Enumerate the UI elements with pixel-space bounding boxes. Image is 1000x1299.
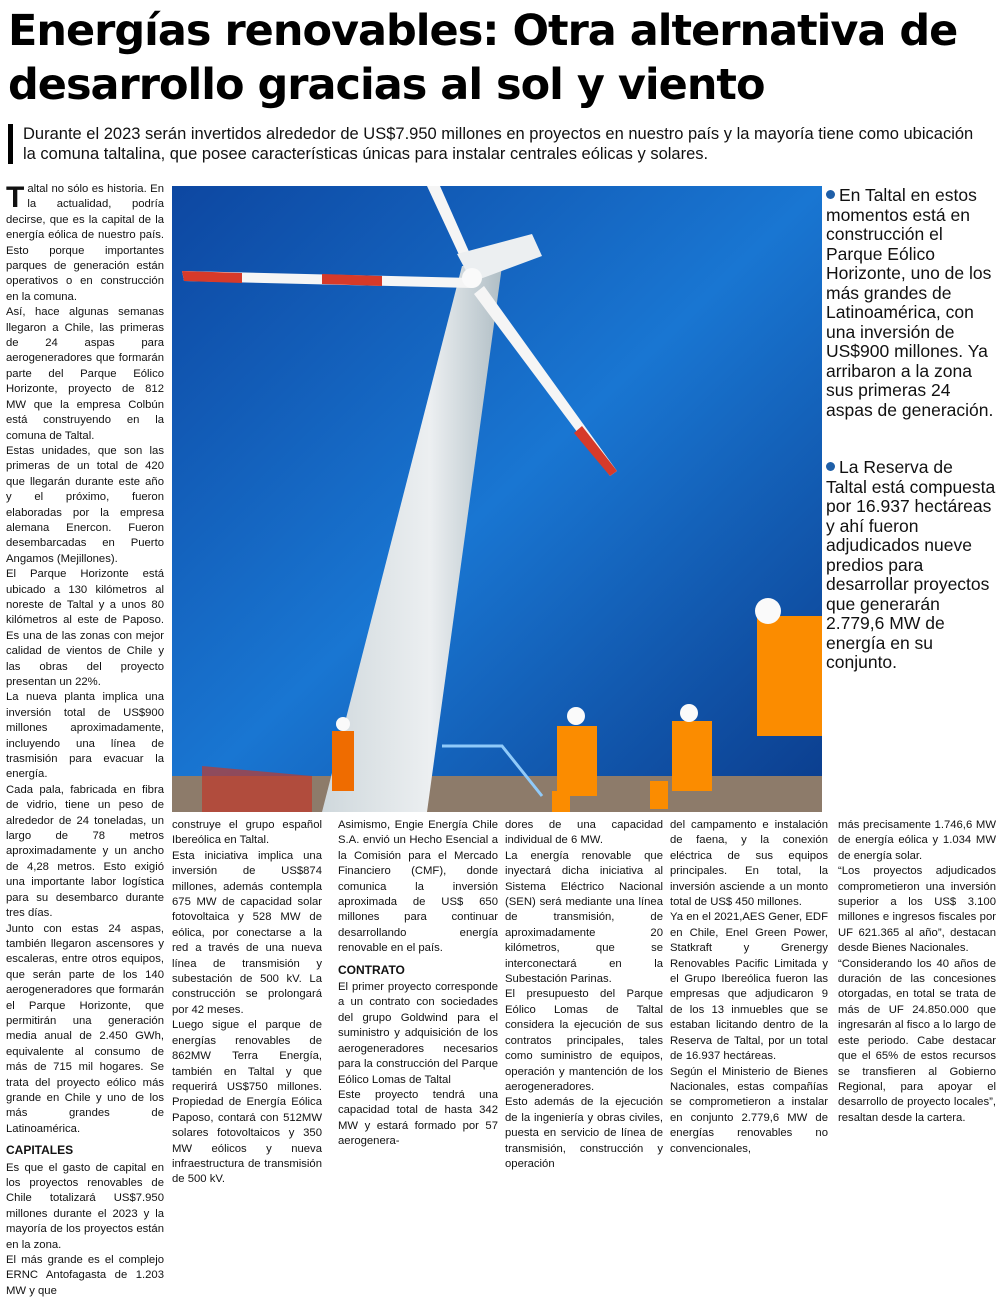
paragraph: más precisamente 1.746,6 MW de energía eólica y 1.034 MW de energía solar. bbox=[838, 819, 996, 862]
bullet-dot-icon bbox=[826, 190, 835, 199]
column-4 bbox=[505, 818, 663, 1172]
blade-stripe bbox=[322, 274, 382, 286]
paragraph: Este proyecto tendrá una capacidad total de hasta 342 MW y estará formado por 57 aerogenera- bbox=[338, 1088, 498, 1148]
dropcap: T bbox=[6, 181, 25, 214]
worker bbox=[757, 616, 822, 736]
photo-illustration bbox=[172, 186, 822, 812]
worker bbox=[552, 791, 570, 812]
bullet-dot-icon bbox=[826, 462, 835, 471]
subheading-capitales: CAPITALES bbox=[6, 1143, 74, 1158]
paragraph: El primer proyecto corresponde a un contrato con sociedades del grupo Goldwind para el suministro y adquisición de los aerogeneradores necesarios para la construcción del Parque Eólico Lomas de Taltal bbox=[338, 981, 498, 1086]
column-3 bbox=[338, 818, 498, 1150]
callout-text: En Taltal en estos momentos está en construcción el Parque Eólico Horizonte, uno de los más grandes de Latinoamérica, con una inversión de US$900 millones. Ya arribaron a la zona sus primeras 24 aspas de generación. bbox=[826, 185, 994, 420]
paragraph: Así, hace algunas semanas llegaron a Chile, las primeras de 24 aspas para aerogeneradores que formarán parte del Parque Eólico Horizonte, proyecto de 812 MW que la empresa Colbún está construyendo en la comuna de Taltal. bbox=[6, 306, 164, 442]
paragraph: “Considerando los 40 años de duración de las concesiones otorgadas, en total se trata de más de UF 24.850.000 que ingresarán al fisco a lo largo de este periodo. Cabe destacar que el 65% de estos recursos se transfieren al Gobierno Regional, para apoyar el desarrollo de proyecto locales”, resaltan desde la cartera. bbox=[838, 957, 996, 1124]
callout-1 bbox=[826, 186, 996, 420]
paragraph: La nueva planta implica una inversión total de US$900 millones aproximadamente, incluyendo una línea de trasmisión para evacuar la energía. bbox=[6, 691, 164, 781]
paragraph bbox=[6, 182, 164, 305]
worker-helmet bbox=[755, 598, 781, 624]
worker bbox=[332, 731, 354, 791]
lead-bar bbox=[8, 124, 13, 164]
paragraph: Cada pala, fabricada en fibra de vidrio, tiene un peso de alrededor de 24 toneladas, un largo de 78 metros aproximadamente y un ancho de 4,28 metros. Esto exigió una importante labor logística para su desembarco durante tres días. bbox=[6, 783, 164, 920]
callout-text: La Reserva de Taltal está compuesta por 16.937 hectáreas y ahí fueron adjudicados nueve predios para desarrollar proyectos que generarán 2.779,6 MW de energía en su conjunto. bbox=[826, 457, 996, 672]
worker-helmet bbox=[567, 707, 585, 725]
blade-tip bbox=[182, 271, 242, 283]
worker bbox=[650, 781, 668, 809]
column-5 bbox=[670, 818, 828, 1157]
worker bbox=[557, 726, 597, 796]
paragraph: Asimismo, Engie Energía Chile S.A. envió un Hecho Esencial a la Comisión para el Mercado Financiero (CMF), donde comunica la inversión aproximada de US$ 650 millones para continuar desarrollando energía renovable en el país. bbox=[338, 819, 498, 955]
callout-2 bbox=[826, 458, 996, 673]
worker-helmet bbox=[336, 717, 350, 731]
paragraph: La energía renovable que inyectará dicha iniciativa al Sistema Eléctrico Nacional (SEN) será mediante una línea de transmisión, de aproximadamente 20 kilómetros, que se interconectará en la Subestación Parinas. bbox=[505, 849, 663, 986]
paragraph: del campamento e instalación de faena, y la conexión eléctrica de sus equipos principales. En total, la inversión asciende a un monto total de US$ 450 millones. bbox=[670, 819, 828, 909]
wind-turbine-photo bbox=[172, 186, 822, 812]
paragraph: El presupuesto del Parque Eólico Lomas de Taltal considera la ejecución de sus contratos principales, tales como suministro de equipos, operación y mantención de los aerogeneradores. bbox=[505, 988, 663, 1093]
paragraph: El más grande es el complejo ERNC Antofagasta de 1.203 MW y que bbox=[6, 1254, 164, 1297]
paragraph: construye el grupo español Ibereólica en Taltal. bbox=[172, 819, 322, 847]
paragraph: Estas unidades, que son las primeras de un total de 420 que llegarán durante este año y el próximo, fueron elaboradas por la empresa alemana Enercon. Fueron desembarcadas en Puerto Angamos (Mejillones). bbox=[6, 444, 164, 565]
paragraph: Según el Ministerio de Bienes Nacionales, estas compañías se comprometieron a instalar en conjunto 2.779,6 MW de energías renovables no convencionales, bbox=[670, 1065, 828, 1155]
column-1 bbox=[6, 182, 164, 1299]
headline: Energías renovables: Otra alternativa de desarrollo gracias al sol y viento bbox=[8, 6, 958, 110]
paragraph: Ya en el 2021,AES Gener, EDF en Chile, Enel Green Power, Statkraft y Grenergy Renovables Pacific Limitada y el Grupo Ibereólica fueron las empresas que adjudicaron 9 de los 13 inmuebles que se estaban licitando dentro de la Reserva de Taltal, por un total de 16.937 hectáreas. bbox=[670, 911, 828, 1063]
worker-helmet bbox=[680, 704, 698, 722]
column-2 bbox=[172, 818, 322, 1188]
paragraph-text: altal no sólo es historia. En la actualidad, podría decirse, que es la capital de la energía eólica de nuestro país. Esto porque importantes parques de generación están operativos o en construcción en la comuna. bbox=[6, 183, 164, 303]
paragraph: dores de una capacidad individual de 6 MW. bbox=[505, 819, 663, 847]
worker bbox=[672, 721, 712, 791]
paragraph: Junto con estas 24 aspas, también llegaron ascensores y escaleras, entre otros equipos, que serán parte de los 140 aerogeneradores que formarán el Parque Horizonte, que permitirán una generación media anual de 2.450 GWh, equivalente al consumo de más de 715 mil hogares. Se trata del proyecto eólico más grande en Chile y uno de los más grandes de Latinoamérica. bbox=[6, 922, 164, 1135]
paragraph: El Parque Horizonte está ubicado a 130 kilómetros al noreste de Taltal y a unos 80 kilómetros al este de Paposo. Es una de las zonas con mejor calidad de vientos de Chile y las obras del proyecto presentan un 22%. bbox=[6, 568, 164, 688]
paragraph: “Los proyectos adjudicados comprometieron una inversión superior a los US$ 3.100 millones e ingresos fiscales por UF 621.365 al año”, destacan desde Bienes Nacionales. bbox=[838, 865, 996, 955]
paragraph: Luego sigue el parque de energías renovables de 862MW Terra Energía, también en Taltal y que requerirá US$750 millones. Propiedad de Energía Eólica Paposo, contará con 512MW solares fotovoltaicos y 350 MW eólicos y nueva infraestructura de transmisión de 500 kV. bbox=[172, 1019, 322, 1186]
paragraph: Esto además de la ejecución de la ingeniería y obras civiles, puesta en servicio de línea de transmisión, construcción y operación bbox=[505, 1096, 663, 1170]
column-6 bbox=[838, 818, 996, 1126]
lead-paragraph bbox=[8, 124, 988, 164]
paragraph: Esta iniciativa implica una inversión de US$874 millones, además contempla 675 MW de capacidad solar fotovoltaica y 528 MW de eólica, por conectarse a la red a través de una nueva línea de transmisión y subestación de 500 kV. La construcción se prolongará por 42 meses. bbox=[172, 849, 322, 1016]
paragraph: Es que el gasto de capital en los proyectos renovables de Chile totalizará US$7.950 millones durante el 2023 y la mayoría de los proyectos están en la zona. bbox=[6, 1161, 164, 1251]
lead-text: Durante el 2023 serán invertidos alrededor de US$7.950 millones en proyectos en nuestro país y la mayoría tiene como ubicación la comuna taltalina, que posee características únicas para instalar centrales eólicas y solares. bbox=[23, 125, 974, 163]
subheading-contrato: CONTRATO bbox=[338, 962, 405, 977]
rotor-hub bbox=[462, 268, 482, 288]
